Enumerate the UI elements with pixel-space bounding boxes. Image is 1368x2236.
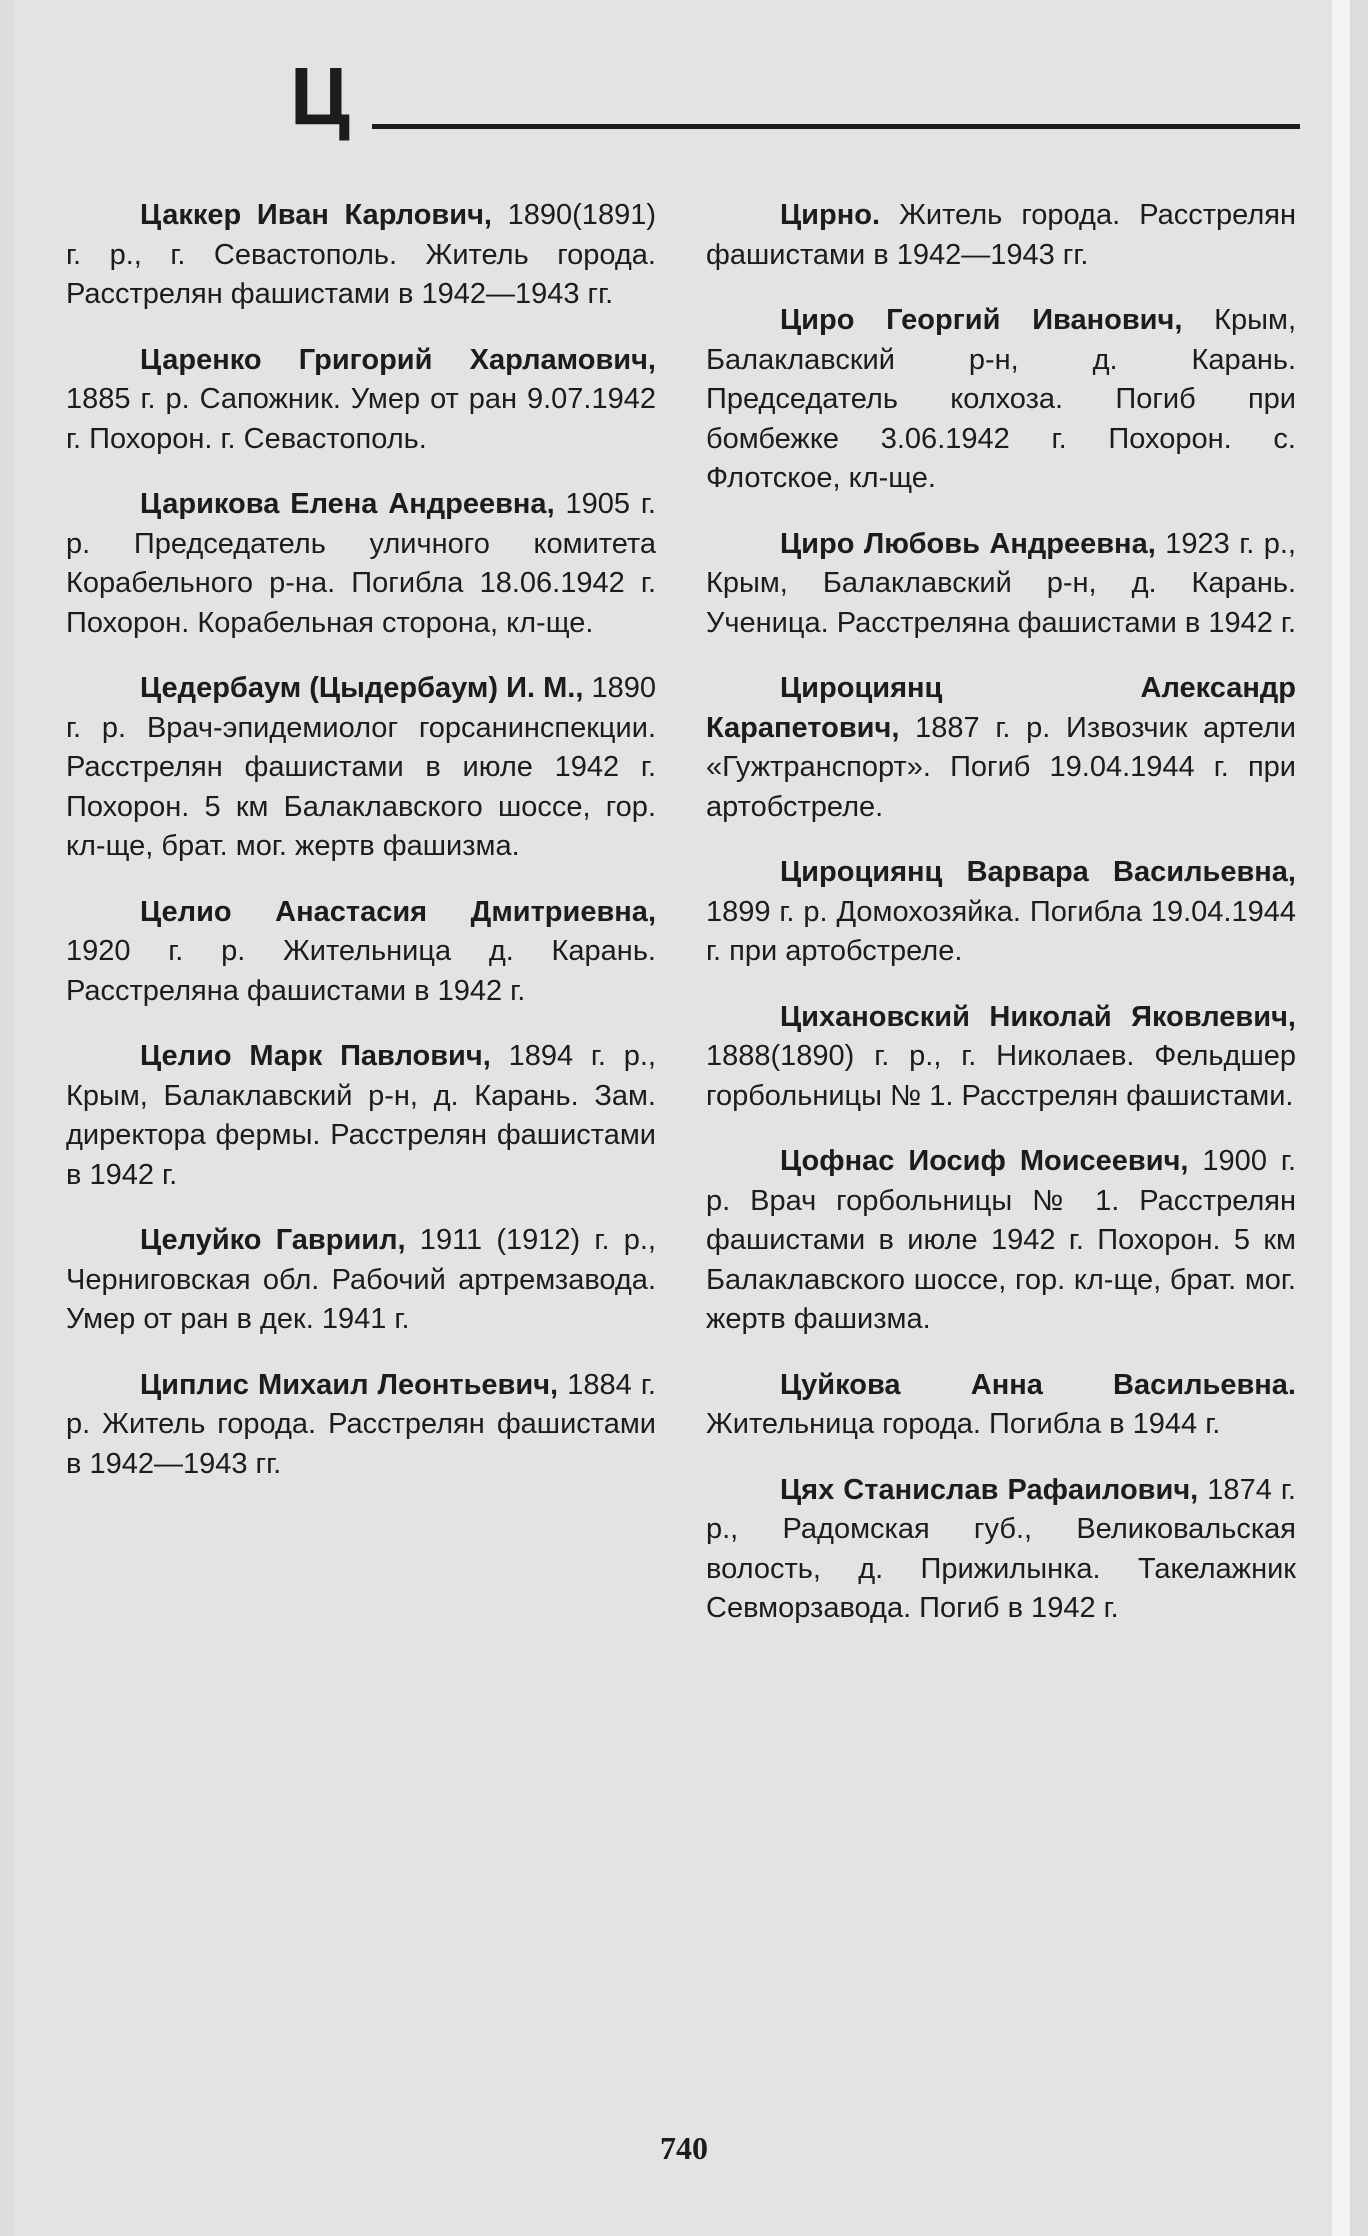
entry-name: Цедербаум (Цыдербаум) И. М., (140, 672, 584, 704)
entry (66, 1221, 656, 1340)
entry-name: Цофнас Иосиф Моисеевич, (780, 1145, 1189, 1177)
entry-name: Циплис Михаил Леонтьевич, (140, 1368, 559, 1401)
entry (706, 301, 1296, 499)
entry-name: Целио Марк Павлович, (140, 1040, 491, 1072)
entry-text: 1885 г. р. Сапожник. Умер от ран 9.07.1942 г. Похорон. г. Севастополь. (66, 383, 656, 455)
entry-text: 1899 г. р. Домохозяйка. Погибла 19.04.1944 г. при артобстреле. (706, 895, 1296, 967)
entry-text: 1920 г. р. Жительница д. Карань. Расстреляна фашистами в 1942 г. (66, 935, 656, 1007)
entry-name: Цирно. (780, 199, 881, 231)
entry-text: 1888(1890) г. р., г. Николаев. Фельдшер горбольницы № 1. Расстрелян фашистами. (706, 1040, 1296, 1112)
entry-text: 1884 г. р. Житель города. Расстрелян фашистами в 1942—1943 гг. (66, 1368, 656, 1480)
entry-name: Цях Станислав Рафаилович, (780, 1473, 1199, 1506)
left-column (66, 196, 656, 1510)
entry-name: Целио Анастасия Дмитриевна, (140, 895, 656, 928)
entry (706, 1142, 1296, 1340)
section-letter: Ц (290, 51, 350, 142)
entry (66, 893, 656, 1012)
entry (706, 669, 1296, 827)
entry-name: Цаккер Иван Карлович, (140, 199, 492, 231)
entry-text: 1890(1891) г. р., г. Севастополь. Житель города. Расстрелян фашистами в 1942—1943 гг. (66, 199, 656, 310)
entry-text: 1894 г. р., Крым, Балаклавский р-н, д. Карань. Зам. директора фермы. Расстрелян фашистами в 1942 г. (66, 1040, 656, 1191)
entry-text: 1923 г. р., Крым, Балаклавский р-н, д. Карань. Ученица. Расстреляна фашистами в 1942 г. (706, 527, 1296, 639)
entry (66, 1366, 656, 1485)
entry-name: Царикова Елена Андреевна, (140, 488, 555, 520)
entry-text: 1890 г. р. Врач-эпидемиолог горсанинспекции. Расстрелян фашистами в июле 1942 г. Похорон. 5 км Балаклавского шоссе, гор. кл-ще, брат. мог. жертв фашизма. (66, 672, 656, 862)
entry (706, 853, 1296, 972)
entry-text: 1887 г. р. Извозчик артели «Гужтранспорт». Погиб 19.04.1944 г. при артобстреле. (706, 711, 1296, 823)
page-edge (1332, 0, 1350, 2236)
entry (66, 1037, 656, 1195)
section-rule (372, 124, 1300, 129)
entry-text: 1905 г. р. Председатель уличного комитета Корабельного р-на. Погибла 18.06.1942 г. Похорон. Корабельная сторона, кл-ще. (66, 488, 656, 639)
right-column (706, 196, 1296, 1655)
entry-name: Целуйко Гавриил, (140, 1224, 406, 1256)
entry (66, 341, 656, 460)
entry (66, 669, 656, 867)
entry-name: Циро Георгий Иванович, (780, 304, 1183, 336)
entry-name: Цуйкова Анна Васильевна. (780, 1368, 1296, 1401)
entry-name: Цироциянц Александр Карапетович, (706, 672, 1296, 744)
entry (706, 998, 1296, 1117)
entry-text: Житель города. Расстрелян фашистами в 1942—1943 гг. (706, 199, 1296, 271)
entry (706, 1471, 1296, 1629)
entry-name: Цироциянц Варвара Васильевна, (780, 856, 1296, 888)
entry-text: Крым, Балаклавский р-н, д. Карань. Председатель колхоза. Погиб при бомбежке 3.06.1942 г. Похорон. с. Флотское, кл-ще. (706, 304, 1296, 494)
page-number: 740 (660, 2130, 708, 2166)
entry-text: 1874 г. р., Радомская губ., Великовальская волость, д. Прижилынка. Такелажник Севморзавода. Погиб в 1942 г. (706, 1473, 1296, 1624)
entry (706, 1366, 1296, 1445)
entry-text: Жительница города. Погибла в 1944 г. (706, 1408, 1221, 1440)
entry-name: Циро Любовь Андреевна, (780, 527, 1156, 560)
entry-text: 1911 (1912) г. р., Черниговская обл. Рабочий артремзавода. Умер от ран в дек. 1941 г. (66, 1224, 656, 1335)
entry (706, 196, 1296, 275)
entry-name: Царенко Григорий Харламович, (140, 343, 656, 376)
entry-name: Цихановский Николай Яковлевич, (780, 1000, 1296, 1033)
entry (706, 525, 1296, 644)
entry (66, 196, 656, 315)
entry-text: 1900 г. р. Врач горбольницы № 1. Расстрелян фашистами в июле 1942 г. Похорон. 5 км Балаклавского шоссе, гор. кл-ще, брат. мог. жертв фашизма. (706, 1145, 1296, 1335)
entry (66, 485, 656, 643)
